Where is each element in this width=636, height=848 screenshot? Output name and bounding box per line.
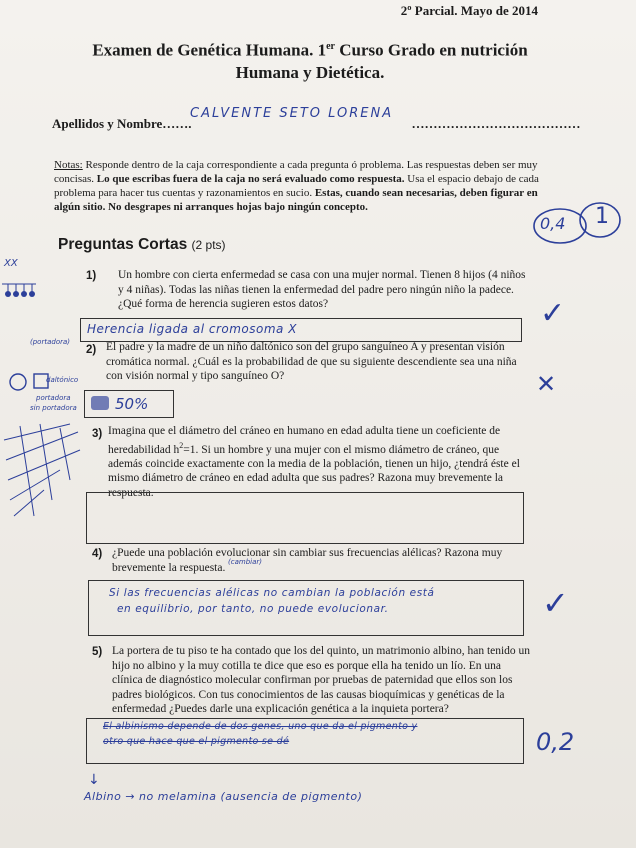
scratch-arrow: ↓ [88, 772, 100, 788]
notes-label: Notas: [54, 159, 83, 171]
margin-note-portadora: (portadora) [30, 338, 70, 346]
answer-box-2[interactable] [84, 390, 174, 418]
question-4-insert: (cambiar) [228, 558, 262, 566]
exam-date: 2º Parcial. Mayo de 2014 [400, 3, 538, 18]
question-4-text: ¿Puede una población evolucionar sin cambiar sus frecuencias alélicas? Razona muy brevemente la respuesta. [112, 547, 503, 574]
grade-one: 1 [595, 204, 609, 229]
answer-box-1[interactable] [80, 318, 522, 342]
question-2-number: 2) [86, 344, 97, 356]
answer-box-5[interactable] [86, 718, 524, 764]
question-3-number: 3) [92, 428, 103, 440]
question-3-sup: 2 [179, 440, 184, 450]
cross-mark-2: ✕ [536, 370, 557, 398]
question-1-text: Un hombre con cierta enfermedad se casa con una mujer normal. Tienen 8 hijos (4 niños y 4 niñas). Todas las niñas tienen la enfermedad del padre pero ningún niño la padece. ¿Qué forma de herencia sugieren estos datos? [118, 269, 526, 310]
title-sup: er [326, 41, 335, 52]
question-5-text: La portera de tu piso te ha contado que los del quinto, un matrimonio albino, han tenido un hijo no albino y la muy cotilla te dice que eso es porque ella ha tenido un lío. En una clínica de diagnóstico molecular confirman por pruebas de paternidad que ellos son los padres biológicos. Con tus conocimientos de las causas bioquímicas y genéticas de la enfermedad ¿Puedes darle una explicación genética a la inquieta portera? [112, 645, 531, 715]
exam-notes [54, 158, 544, 214]
question-3-text [108, 424, 528, 500]
question-4-number: 4) [92, 548, 103, 560]
margin-sketch-1 [0, 270, 40, 310]
exam-title [40, 36, 580, 84]
question-2-text: El padre y la madre de un niño daltónico son del grupo sanguíneo A y presentan visión cromática normal. ¿Cuál es la probabilidad de que su siguiente descendiente sea una niña con visión normal y tipo sanguíneo O? [106, 341, 517, 382]
grade-mark-5: 0,2 [536, 728, 575, 756]
margin-note-xx: XX [4, 258, 18, 269]
answer-1-text: Herencia ligada al cromosoma X [87, 322, 297, 336]
answer-2-text: 50% [115, 395, 149, 413]
notes-bold-1: Lo que escribas fuera de la caja no será evaluado como respuesta. [96, 173, 405, 185]
scratch-note: Albino → no melamina (ausencia de pigmento) [84, 790, 363, 803]
question-5-number: 5) [92, 646, 103, 658]
margin-sketch-3 [0, 420, 86, 520]
section-title [58, 236, 226, 254]
scribble-blot [91, 396, 109, 410]
question-3-text-b: =1. Si un hombre y una mujer con el mismo diámetro de cráneo, que además coincide exactamente con la media de la población, tienen un hijo, ¿tendrá éste el mismo diámetro de cráneo en edad adulta que sus padres? Razona muy brevemente la respuesta. [108, 443, 520, 499]
check-mark-4: ✓ [542, 584, 569, 622]
answer-4-line-2: en equilibrio, por tanto, no puede evolucionar. [117, 603, 389, 615]
question-1-number: 1) [86, 270, 97, 282]
answer-box-4[interactable] [88, 580, 524, 636]
answer-box-3[interactable] [86, 492, 524, 544]
section-title-text: Preguntas Cortas [58, 236, 188, 253]
margin-note-daltonico: daltónico [46, 376, 79, 384]
handwritten-name: CALVENTE SETO LORENA [190, 106, 394, 121]
check-mark-1: ✓ [540, 296, 566, 331]
margin-note-portadora-2: portadora [36, 394, 71, 402]
name-label: Apellidos y Nombre [52, 116, 163, 131]
answer-5-line-2: otro que hace que el pigmento se dé [103, 736, 290, 747]
notes-bold-2: Estas, cuando sean necesarias, deben figurar en algún sitio. No desgrapes ni arranques hojas bajo ningún concepto. [54, 187, 538, 213]
answer-4-line-1: Si las frecuencias alélicas no cambian la población está [109, 587, 435, 599]
title-line2: Humana y Dietética. [235, 62, 385, 82]
title-line1-pre: Examen de Genética Humana. 1 [92, 40, 327, 60]
name-dots-a: ……. [162, 116, 192, 131]
notes-text-2: Usa el espacio debajo de cada problema para hacer tus cuentas y razonamientos en sucio. [54, 173, 539, 199]
title-line1-post: Curso Grado en nutrición [334, 40, 528, 60]
name-dots-b: ………………………………… [411, 116, 581, 131]
section-points: (2 pts) [191, 238, 226, 252]
question-3-text-a: Imagina que el diámetro del cráneo en humano en edad adulta tiene un coeficiente de heredabilidad h [108, 425, 501, 456]
notes-text-1: Responde dentro de la caja correspondiente a cada pregunta ó problema. Las respuestas deben ser muy concisas. [54, 159, 538, 185]
answer-5-line-1: El albinismo depende de dos genes, uno que da el pigmento y [103, 721, 418, 732]
grade-score: 0,4 [540, 214, 566, 233]
margin-note-sin-portadora: sin portadora [30, 404, 77, 412]
